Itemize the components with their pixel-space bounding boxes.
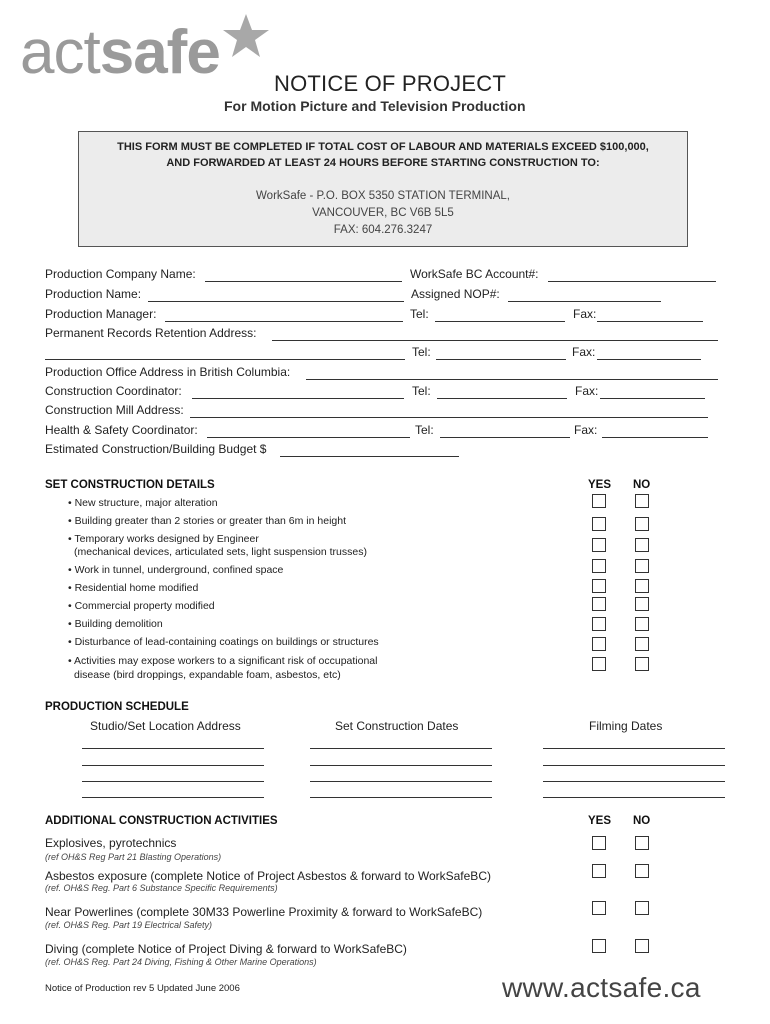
set-details-heading: SET CONSTRUCTION DETAILS <box>45 479 215 491</box>
company-name-label: Production Company Name: <box>45 267 196 281</box>
website-link[interactable]: www.actsafe.ca <box>502 972 701 1003</box>
temporary-works-yes-checkbox[interactable] <box>592 538 606 552</box>
coordinator-field[interactable] <box>192 398 404 399</box>
explosives-no-checkbox[interactable] <box>635 836 649 850</box>
manager-fax-field[interactable] <box>597 321 703 322</box>
construction-dates-field-1[interactable] <box>310 748 492 749</box>
coordinator-tel-label: Tel: <box>412 384 431 398</box>
logo-text-bold: safe <box>99 18 220 87</box>
footer-note: Notice of Production rev 5 Updated June 2006 <box>45 983 240 994</box>
coordinator-tel-field[interactable] <box>437 398 567 399</box>
temporary-works-no-checkbox[interactable] <box>635 538 649 552</box>
coordinator-label: Construction Coordinator: <box>45 384 182 398</box>
asbestos-no-checkbox[interactable] <box>635 864 649 878</box>
set-details-no-header: NO <box>633 479 651 491</box>
new-structure-yes-checkbox[interactable] <box>592 494 606 508</box>
production-name-label: Production Name: <box>45 287 142 301</box>
office-address-field[interactable] <box>306 379 718 380</box>
budget-field[interactable] <box>280 456 459 457</box>
hs-fax-label: Fax: <box>574 423 598 437</box>
production-manager-label: Production Manager: <box>45 307 157 321</box>
location-field-2[interactable] <box>82 765 264 766</box>
activity-powerlines: Near Powerlines (complete 30M33 Powerline Proximity & forward to WorkSafeBC) <box>45 905 483 919</box>
diving-no-checkbox[interactable] <box>635 939 649 953</box>
residential-yes-checkbox[interactable] <box>592 579 606 593</box>
hs-fax-field[interactable] <box>602 437 708 438</box>
building-height-no-checkbox[interactable] <box>635 517 649 531</box>
diving-yes-checkbox[interactable] <box>592 939 606 953</box>
account-field[interactable] <box>548 281 716 282</box>
set-item-commercial: • Commercial property modified <box>68 600 215 612</box>
commercial-no-checkbox[interactable] <box>635 597 649 611</box>
construction-dates-field-4[interactable] <box>310 797 492 798</box>
residential-no-checkbox[interactable] <box>635 579 649 593</box>
filming-dates-field-1[interactable] <box>543 748 725 749</box>
commercial-yes-checkbox[interactable] <box>592 597 606 611</box>
schedule-col-location: Studio/Set Location Address <box>90 719 241 733</box>
demolition-no-checkbox[interactable] <box>635 617 649 631</box>
hs-tel-label: Tel: <box>415 423 434 437</box>
activity-asbestos: Asbestos exposure (complete Notice of Project Asbestos & forward to WorkSafeBC) <box>45 869 491 883</box>
additional-yes-header: YES <box>588 815 612 827</box>
account-label: WorkSafe BC Account#: <box>410 267 539 281</box>
construction-dates-field-3[interactable] <box>310 781 492 782</box>
hs-coordinator-field[interactable] <box>207 437 410 438</box>
set-details-yes-header: YES <box>588 479 612 491</box>
activity-diving-ref: (ref. OH&S Reg. Part 24 Diving, Fishing & Other Marine Operations) <box>45 957 317 967</box>
set-item-building-height: • Building greater than 2 stories or greater than 6m in height <box>68 515 347 527</box>
occupational-risk-no-checkbox[interactable] <box>635 657 649 671</box>
nop-label: Assigned NOP#: <box>411 287 500 301</box>
hs-coordinator-label: Health & Safety Coordinator: <box>45 423 198 437</box>
location-field-1[interactable] <box>82 748 264 749</box>
occupational-risk-yes-checkbox[interactable] <box>592 657 606 671</box>
set-item-temporary-works: • Temporary works designed by Engineer <box>68 533 259 545</box>
nop-field[interactable] <box>508 301 661 302</box>
coordinator-fax-field[interactable] <box>600 398 705 399</box>
activity-explosives-ref: (ref OH&S Reg Part 21 Blasting Operations) <box>45 852 222 862</box>
set-item-new-structure: • New structure, major alteration <box>68 497 218 509</box>
additional-heading: ADDITIONAL CONSTRUCTION ACTIVITIES <box>45 815 278 827</box>
records-fax-label: Fax: <box>572 345 596 359</box>
records-address-label: Permanent Records Retention Address: <box>45 326 257 340</box>
address-line-1: WorkSafe - P.O. BOX 5350 STATION TERMINAL, <box>256 190 510 202</box>
asbestos-yes-checkbox[interactable] <box>592 864 606 878</box>
hs-tel-field[interactable] <box>440 437 570 438</box>
activity-diving: Diving (complete Notice of Project Diving & forward to WorkSafeBC) <box>45 942 407 956</box>
explosives-yes-checkbox[interactable] <box>592 836 606 850</box>
manager-tel-field[interactable] <box>435 321 565 322</box>
new-structure-no-checkbox[interactable] <box>635 494 649 508</box>
logo-text-light: act <box>20 18 100 87</box>
lead-coatings-no-checkbox[interactable] <box>635 637 649 651</box>
page-title: NOTICE OF PROJECT <box>274 71 506 96</box>
set-item-lead-coatings: • Disturbance of lead-containing coatings on buildings or structures <box>68 636 379 648</box>
address-fax: FAX: 604.276.3247 <box>333 224 433 236</box>
lead-coatings-yes-checkbox[interactable] <box>592 637 606 651</box>
notice-box <box>78 131 688 247</box>
production-manager-field[interactable] <box>165 321 403 322</box>
filming-dates-field-2[interactable] <box>543 765 725 766</box>
budget-label: Estimated Construction/Building Budget $ <box>45 442 267 456</box>
set-item-residential: • Residential home modified <box>68 582 199 594</box>
records-address-field-2[interactable] <box>45 359 405 360</box>
records-tel-field[interactable] <box>436 359 566 360</box>
powerlines-yes-checkbox[interactable] <box>592 901 606 915</box>
activity-powerlines-ref: (ref. OH&S Reg. Part 19 Electrical Safety) <box>45 920 213 930</box>
demolition-yes-checkbox[interactable] <box>592 617 606 631</box>
records-address-field[interactable] <box>272 340 718 341</box>
powerlines-no-checkbox[interactable] <box>635 901 649 915</box>
mill-address-label: Construction Mill Address: <box>45 403 184 417</box>
set-item-demolition: • Building demolition <box>68 618 163 630</box>
building-height-yes-checkbox[interactable] <box>592 517 606 531</box>
schedule-heading: PRODUCTION SCHEDULE <box>45 701 189 713</box>
company-name-field[interactable] <box>205 281 402 282</box>
address-line-2: VANCOUVER, BC V6B 5L5 <box>312 207 454 219</box>
office-address-label: Production Office Address in British Columbia: <box>45 365 291 379</box>
coordinator-fax-label: Fax: <box>575 384 599 398</box>
schedule-col-construction-dates: Set Construction Dates <box>335 719 459 733</box>
records-fax-field[interactable] <box>597 359 701 360</box>
construction-dates-field-2[interactable] <box>310 765 492 766</box>
set-item-tunnel: • Work in tunnel, underground, confined space <box>68 564 284 576</box>
mill-address-field[interactable] <box>190 417 708 418</box>
set-item-occupational-risk-detail: disease (bird droppings, expandable foam, asbestos, etc) <box>74 669 341 681</box>
tunnel-no-checkbox[interactable] <box>635 559 649 573</box>
tunnel-yes-checkbox[interactable] <box>592 559 606 573</box>
manager-fax-label: Fax: <box>573 307 597 321</box>
filming-dates-field-3[interactable] <box>543 781 725 782</box>
filming-dates-field-4[interactable] <box>543 797 725 798</box>
notice-line-1: THIS FORM MUST BE COMPLETED IF TOTAL COST OF LABOUR AND MATERIALS EXCEED $100,000, <box>117 141 649 153</box>
manager-tel-label: Tel: <box>410 307 429 321</box>
set-item-occupational-risk: • Activities may expose workers to a significant risk of occupational <box>68 655 378 667</box>
location-field-3[interactable] <box>82 781 264 782</box>
production-name-field[interactable] <box>148 301 404 302</box>
activity-asbestos-ref: (ref. OH&S Reg. Part 6 Substance Specific Requirements) <box>45 883 278 893</box>
star-icon <box>222 12 270 60</box>
schedule-col-filming-dates: Filming Dates <box>589 719 663 733</box>
records-tel-label: Tel: <box>412 345 431 359</box>
activity-explosives: Explosives, pyrotechnics <box>45 836 177 850</box>
page-subtitle: For Motion Picture and Television Production <box>224 98 526 114</box>
additional-no-header: NO <box>633 815 651 827</box>
notice-line-2: AND FORWARDED AT LEAST 24 HOURS BEFORE STARTING CONSTRUCTION TO: <box>166 157 600 169</box>
location-field-4[interactable] <box>82 797 264 798</box>
actsafe-logo <box>20 18 220 87</box>
set-item-temporary-works-detail: (mechanical devices, articulated sets, light suspension trusses) <box>74 546 367 558</box>
